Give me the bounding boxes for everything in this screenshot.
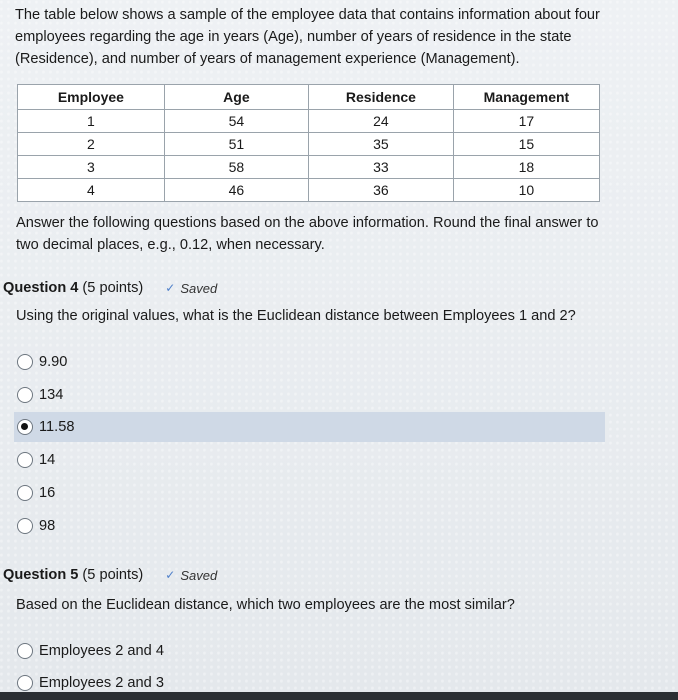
- radio-button[interactable]: [17, 675, 33, 691]
- q4-option-3-selected[interactable]: [14, 412, 605, 442]
- option-label: 134: [39, 387, 64, 403]
- q5-option-1[interactable]: [17, 636, 164, 666]
- option-label: 16: [39, 485, 56, 501]
- question-5-text: Based on the Euclidean distance, which two employees are the most similar?: [16, 597, 515, 613]
- saved-label: Saved: [180, 567, 218, 583]
- screen-bottom-edge: [0, 692, 678, 700]
- intro-paragraph: The table below shows a sample of the employee data that contains information about four employees regarding the age in years (Age), number of years of residence in the state (Residence), and number of years of management experience (Management).: [15, 7, 600, 67]
- option-label: Employees 2 and 4: [39, 643, 164, 659]
- cell-employee: 4: [18, 179, 165, 202]
- radio-button[interactable]: [17, 485, 33, 501]
- radio-button[interactable]: [17, 518, 33, 534]
- table-row: [18, 179, 600, 202]
- employee-table: [17, 84, 600, 202]
- option-label: 98: [39, 518, 56, 534]
- cell-age: 51: [164, 133, 308, 156]
- saved-label: Saved: [180, 280, 218, 296]
- cell-residence: 24: [309, 110, 454, 133]
- option-label: 11.58: [39, 419, 75, 435]
- radio-button[interactable]: [17, 354, 33, 370]
- instructions-paragraph: Answer the following questions based on the above information. Round the final answer to two decimal places, e.g., 0.12, when necessary.: [16, 215, 599, 253]
- cell-employee: 2: [18, 133, 165, 156]
- question-5-title: Question 5: [3, 567, 79, 583]
- question-4-text: Using the original values, what is the Euclidean distance between Employees 1 and 2?: [16, 308, 576, 324]
- cell-residence: 35: [309, 133, 454, 156]
- option-label: 14: [39, 452, 56, 468]
- option-label: Employees 2 and 3: [39, 675, 164, 691]
- cell-management: 10: [453, 179, 599, 202]
- cell-residence: 33: [309, 156, 454, 179]
- header-employee: Employee: [18, 85, 165, 110]
- radio-button[interactable]: [17, 387, 33, 403]
- radio-button[interactable]: [17, 452, 33, 468]
- cell-management: 15: [453, 133, 599, 156]
- q4-option-5[interactable]: [17, 478, 55, 508]
- question-4-points: (5 points): [82, 280, 144, 296]
- cell-age: 46: [164, 179, 308, 202]
- cell-age: 54: [164, 110, 308, 133]
- cell-employee: 1: [18, 110, 165, 133]
- radio-button[interactable]: [17, 643, 33, 659]
- question-4-header: [3, 280, 217, 296]
- header-residence: Residence: [309, 85, 454, 110]
- question-5-header: [3, 567, 217, 583]
- table-row: [18, 110, 600, 133]
- q4-option-6[interactable]: [17, 511, 55, 541]
- cell-management: 18: [453, 156, 599, 179]
- question-4-title: Question 4: [3, 280, 79, 296]
- cell-age: 58: [164, 156, 308, 179]
- header-age: Age: [164, 85, 308, 110]
- cell-residence: 36: [309, 179, 454, 202]
- table-row: [18, 133, 600, 156]
- question-5-points: (5 points): [82, 567, 144, 583]
- radio-button-checked[interactable]: [17, 419, 33, 435]
- cell-employee: 3: [18, 156, 165, 179]
- cell-management: 17: [453, 110, 599, 133]
- header-management: Management: [453, 85, 599, 110]
- saved-status: [165, 281, 217, 296]
- option-label: 9.90: [39, 354, 68, 370]
- table-header-row: [18, 85, 600, 110]
- q4-option-2[interactable]: [17, 380, 63, 410]
- q4-option-4[interactable]: [17, 445, 55, 475]
- saved-status: [165, 568, 217, 583]
- table-row: [18, 156, 600, 179]
- check-icon: ✓: [165, 568, 176, 582]
- q4-option-1[interactable]: [17, 347, 67, 377]
- check-icon: ✓: [165, 281, 176, 295]
